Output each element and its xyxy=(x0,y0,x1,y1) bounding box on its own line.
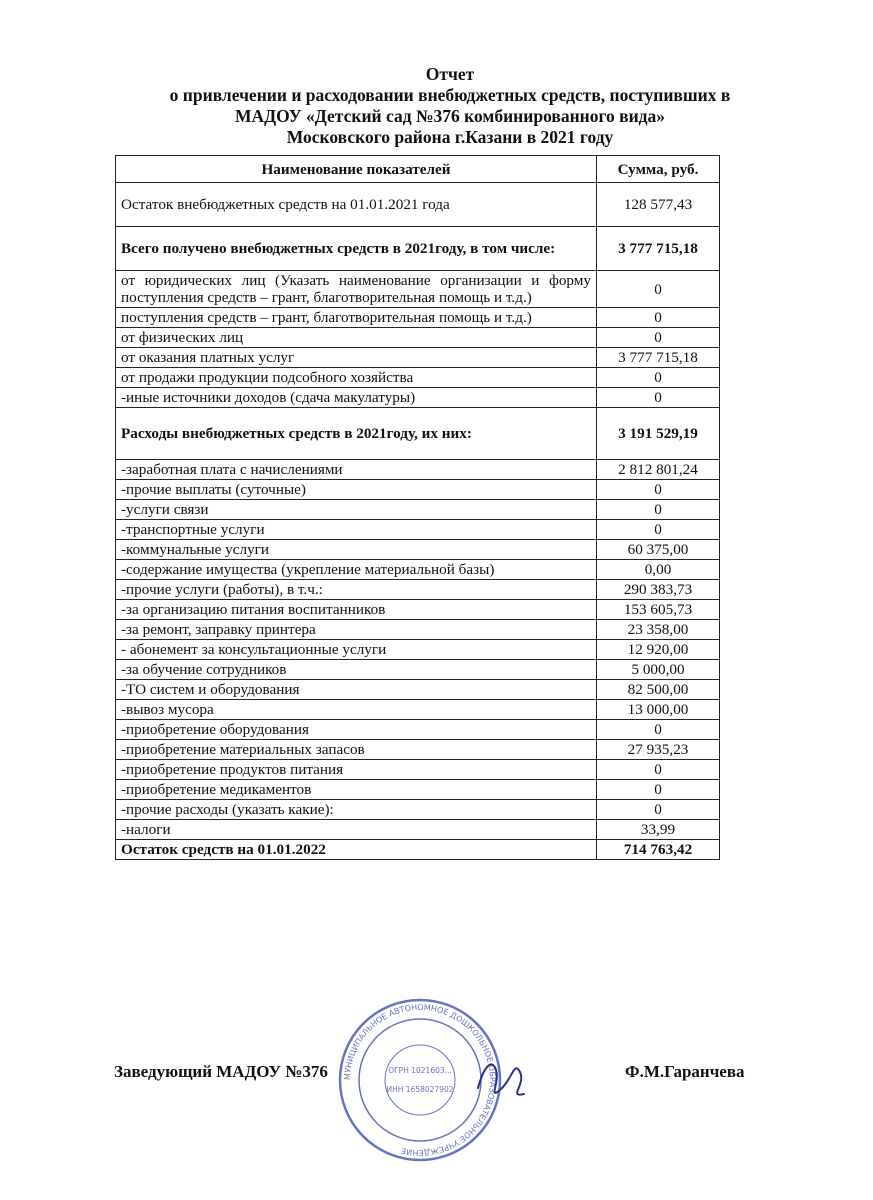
row-value: 128 577,43 xyxy=(597,183,720,227)
row-label: -вывоз мусора xyxy=(116,700,597,720)
row-value: 0 xyxy=(597,760,720,780)
column-header-sum: Сумма, руб. xyxy=(597,156,720,183)
row-value: 0 xyxy=(597,800,720,820)
row-label: от юридических лиц (Указать наименование организации и форму поступления средств – грант, благотворительная помощь и т.д.) xyxy=(116,271,597,308)
row-label: Всего получено внебюджетных средств в 2021году, в том числе: xyxy=(116,227,597,271)
table-header-row xyxy=(116,156,720,183)
row-label: -приобретение медикаментов xyxy=(116,780,597,800)
row-value: 60 375,00 xyxy=(597,540,720,560)
row-label: -за организацию питания воспитанников xyxy=(116,600,597,620)
table-row xyxy=(116,780,720,800)
row-label: - абонемент за консультационные услуги xyxy=(116,640,597,660)
table-row xyxy=(116,740,720,760)
signatory-name: Ф.М.Гаранчева xyxy=(625,1062,745,1081)
row-value: 3 191 529,19 xyxy=(597,408,720,460)
table-row xyxy=(116,460,720,480)
row-label: -за обучение сотрудников xyxy=(116,660,597,680)
row-value: 0 xyxy=(597,308,720,328)
row-value: 0 xyxy=(597,271,720,308)
row-label: поступления средств – грант, благотворительная помощь и т.д.) xyxy=(116,308,597,328)
row-label: -налоги xyxy=(116,820,597,840)
stamp-center-ring xyxy=(385,1045,455,1115)
row-label: -заработная плата с начислениями xyxy=(116,460,597,480)
row-value: 27 935,23 xyxy=(597,740,720,760)
table-row xyxy=(116,680,720,700)
row-value: 13 000,00 xyxy=(597,700,720,720)
row-value: 5 000,00 xyxy=(597,660,720,680)
table-row xyxy=(116,760,720,780)
row-value: 23 358,00 xyxy=(597,620,720,640)
row-label: -приобретение продуктов питания xyxy=(116,760,597,780)
table-row xyxy=(116,820,720,840)
row-label: -за ремонт, заправку принтера xyxy=(116,620,597,640)
row-label: -коммунальные услуги xyxy=(116,540,597,560)
row-label: Остаток внебюджетных средств на 01.01.2021 года xyxy=(116,183,597,227)
table-row xyxy=(116,700,720,720)
table-row xyxy=(116,800,720,820)
row-value: 0 xyxy=(597,500,720,520)
row-label: -приобретение оборудования xyxy=(116,720,597,740)
report-header xyxy=(100,64,800,148)
row-label: -прочие расходы (указать какие): xyxy=(116,800,597,820)
table-row xyxy=(116,560,720,580)
table-row xyxy=(116,348,720,368)
row-label: -прочие выплаты (суточные) xyxy=(116,480,597,500)
report-subtitle-line-3: Московского района г.Казани в 2021 году xyxy=(286,127,614,147)
stamp-inner-ring xyxy=(359,1019,481,1141)
table-row xyxy=(116,408,720,460)
column-header-name: Наименование показателей xyxy=(116,156,597,183)
table-row xyxy=(116,540,720,560)
row-value: 0,00 xyxy=(597,560,720,580)
report-title: Отчет xyxy=(425,64,475,84)
report-subtitle-line-1: о привлечении и расходовании внебюджетных средств, поступивших в xyxy=(169,85,731,105)
row-value: 0 xyxy=(597,328,720,348)
row-value: 82 500,00 xyxy=(597,680,720,700)
row-value: 0 xyxy=(597,720,720,740)
table-row xyxy=(116,840,720,860)
row-value: 0 xyxy=(597,388,720,408)
row-label: от физических лиц xyxy=(116,328,597,348)
row-label: Расходы внебюджетных средств в 2021году, их них: xyxy=(116,408,597,460)
row-value: 3 777 715,18 xyxy=(597,348,720,368)
table-row xyxy=(116,368,720,388)
table-row xyxy=(116,328,720,348)
row-label: -транспортные услуги xyxy=(116,520,597,540)
row-value: 2 812 801,24 xyxy=(597,460,720,480)
table-row xyxy=(116,580,720,600)
row-label: -содержание имущества (укрепление материальной базы) xyxy=(116,560,597,580)
table-row xyxy=(116,720,720,740)
table-row xyxy=(116,388,720,408)
row-label: -прочие услуги (работы), в т.ч.: xyxy=(116,580,597,600)
table-row xyxy=(116,620,720,640)
row-value: 0 xyxy=(597,368,720,388)
row-value: 0 xyxy=(597,480,720,500)
row-value: 3 777 715,18 xyxy=(597,227,720,271)
table-row xyxy=(116,640,720,660)
stamp-ogrn: ОГРН 1021603... xyxy=(388,1066,452,1075)
stamp-inn: ИНН 1658027902 xyxy=(386,1085,454,1094)
report-subtitle-line-2: МАДОУ «Детский сад №376 комбинированного вида» xyxy=(234,106,666,126)
row-label: -иные источники доходов (сдача макулатуры) xyxy=(116,388,597,408)
row-label: Остаток средств на 01.01.2022 xyxy=(116,840,597,860)
row-value: 0 xyxy=(597,520,720,540)
table-row xyxy=(116,227,720,271)
row-label: -услуги связи xyxy=(116,500,597,520)
table-row xyxy=(116,520,720,540)
row-label: -приобретение материальных запасов xyxy=(116,740,597,760)
table-row xyxy=(116,271,720,308)
handwritten-signature xyxy=(470,1048,530,1108)
row-value: 153 605,73 xyxy=(597,600,720,620)
stamp-outer-text-path: МУНИЦИПАЛЬНОЕ АВТОНОМНОЕ ДОШКОЛЬНОЕ ОБРАЗОВАТЕЛЬНОЕ УЧРЕЖДЕНИЕ xyxy=(342,1002,498,1158)
row-value: 290 383,73 xyxy=(597,580,720,600)
report-table xyxy=(115,155,720,860)
row-value: 33,99 xyxy=(597,820,720,840)
signature-stroke xyxy=(478,1064,524,1094)
row-value: 0 xyxy=(597,780,720,800)
row-value: 12 920,00 xyxy=(597,640,720,660)
row-label: -ТО систем и оборудования xyxy=(116,680,597,700)
table-row xyxy=(116,308,720,328)
table-row xyxy=(116,480,720,500)
row-label: от продажи продукции подсобного хозяйства xyxy=(116,368,597,388)
table-row xyxy=(116,600,720,620)
table-row xyxy=(116,183,720,227)
table-row xyxy=(116,500,720,520)
table-row xyxy=(116,660,720,680)
row-value: 714 763,42 xyxy=(597,840,720,860)
signatory-title: Заведующий МАДОУ №376 xyxy=(114,1062,328,1081)
row-label: от оказания платных услуг xyxy=(116,348,597,368)
